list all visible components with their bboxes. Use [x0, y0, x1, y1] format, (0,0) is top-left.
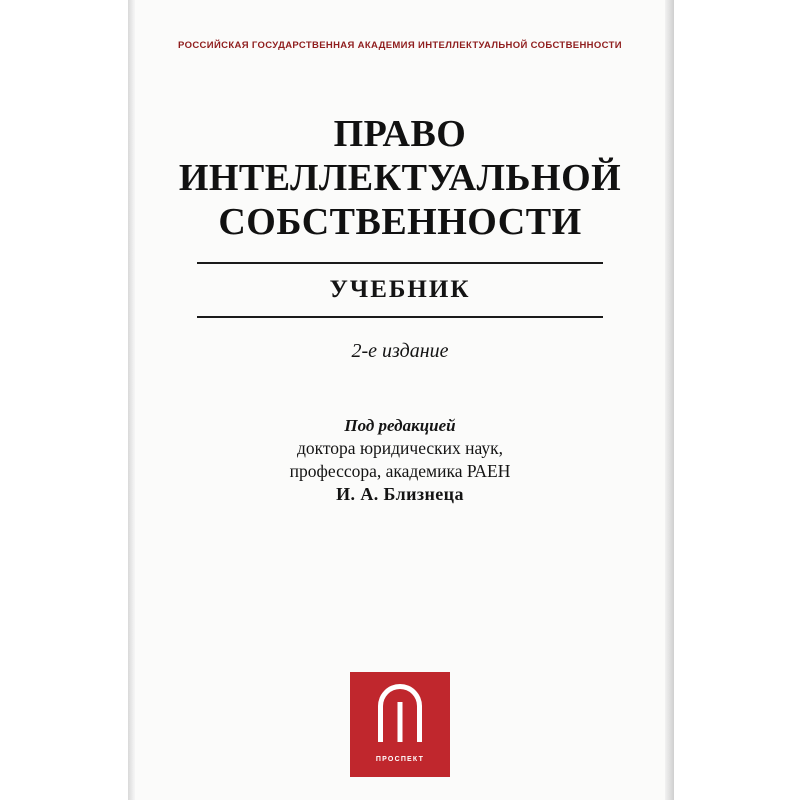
editor-name: И. А. Близнеца — [336, 484, 464, 504]
divider-top — [197, 262, 603, 264]
book-cover — [135, 0, 665, 800]
archway-bar-icon — [398, 702, 403, 742]
title-line-3: СОБСТВЕННОСТИ — [218, 201, 582, 243]
edition-label: 2-е издание — [351, 340, 449, 362]
editor-degree: доктора юридических наук, — [296, 438, 504, 458]
editor-label: Под редакцией — [344, 416, 456, 435]
title-line-1: ПРАВО — [333, 113, 467, 155]
publisher-name: ПРОСПЕКТ — [375, 756, 425, 763]
publisher-logo — [350, 672, 450, 777]
editor-rank: профессора, академика РАЕН — [289, 461, 511, 481]
book-title — [135, 112, 665, 244]
divider-bottom — [197, 316, 603, 318]
publisher-academy-line: РОССИЙСКАЯ ГОСУДАРСТВЕННАЯ АКАДЕМИЯ ИНТЕЛЛЕКТУАЛЬНОЙ СОБСТВЕННОСТИ — [178, 40, 622, 51]
title-line-2: ИНТЕЛЛЕКТУАЛЬНОЙ — [178, 157, 622, 199]
book-subtitle: УЧЕБНИК — [329, 276, 471, 303]
editor-credits — [135, 414, 665, 506]
